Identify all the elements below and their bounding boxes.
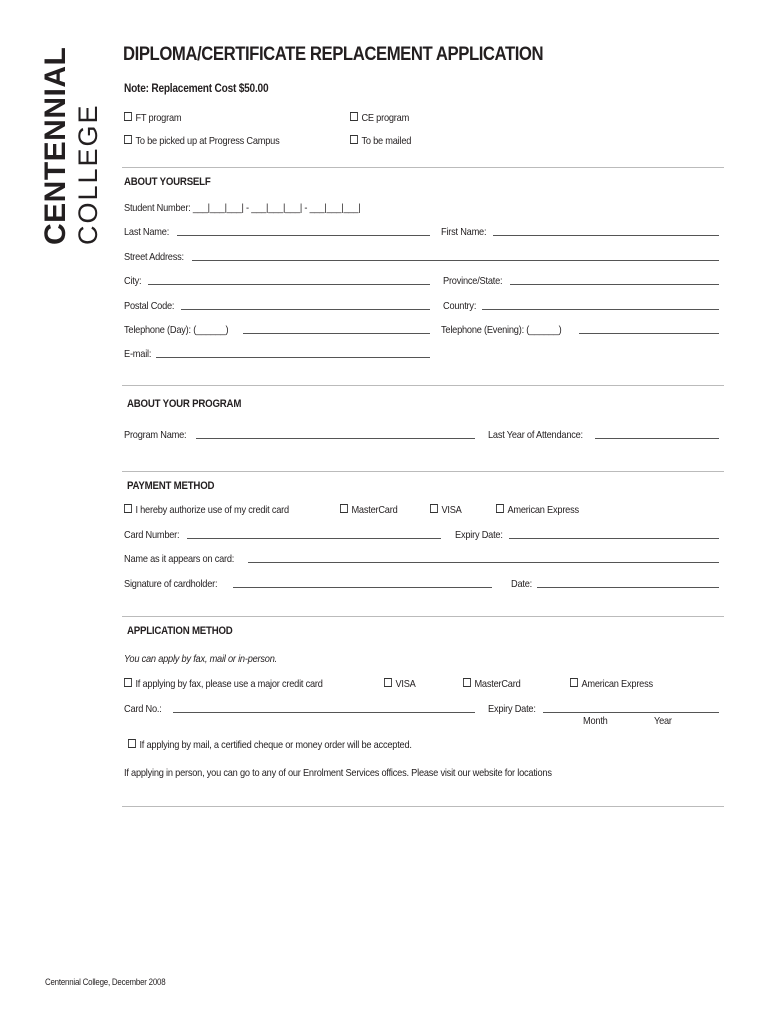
- checkbox-icon[interactable]: [124, 112, 132, 121]
- ce-label: CE program: [361, 112, 410, 124]
- mailed-checkbox[interactable]: [350, 135, 411, 148]
- app-visa-checkbox[interactable]: [384, 678, 416, 691]
- pickup-label: To be picked up at Progress Campus: [135, 135, 280, 147]
- mailed-label: To be mailed: [361, 135, 412, 147]
- mastercard-checkbox[interactable]: [340, 504, 398, 517]
- last-name-field[interactable]: [177, 235, 430, 236]
- mastercard-label: MasterCard: [351, 504, 398, 516]
- checkbox-icon[interactable]: [124, 135, 132, 144]
- divider: [122, 167, 724, 168]
- checkbox-icon[interactable]: [430, 504, 438, 513]
- authorize-checkbox[interactable]: [124, 504, 289, 517]
- app-expiry-field[interactable]: [543, 712, 719, 713]
- divider: [122, 385, 724, 386]
- section-heading-application: APPLICATION METHOD: [127, 625, 233, 637]
- city-field[interactable]: [148, 284, 430, 285]
- fax-label: If applying by fax, please use a major credit card: [135, 678, 323, 690]
- amex-label: American Express: [507, 504, 579, 516]
- divider: [122, 616, 724, 617]
- first-name-field[interactable]: [493, 235, 719, 236]
- section-heading-payment: PAYMENT METHOD: [127, 480, 215, 492]
- date-label: Date:: [511, 578, 532, 590]
- email-label: E-mail:: [124, 348, 152, 360]
- tel-day-field[interactable]: [243, 333, 430, 334]
- tel-evening-field[interactable]: [579, 333, 719, 334]
- signature-field[interactable]: [233, 587, 492, 588]
- in-person-text: If applying in person, you can go to any of our Enrolment Services offices. Please visit our website for locations: [124, 767, 552, 779]
- fax-checkbox[interactable]: [124, 678, 323, 691]
- app-amex-label: American Express: [581, 678, 653, 690]
- ce-program-checkbox[interactable]: [350, 112, 409, 125]
- amex-checkbox[interactable]: [496, 504, 579, 517]
- logo-college: COLLEGE: [73, 103, 103, 245]
- visa-checkbox[interactable]: [430, 504, 462, 517]
- pickup-checkbox[interactable]: [124, 135, 279, 148]
- last-year-field[interactable]: [595, 438, 719, 439]
- divider: [122, 806, 724, 807]
- city-label: City:: [124, 275, 142, 287]
- mail-checkbox[interactable]: [128, 739, 412, 752]
- visa-label: VISA: [441, 504, 462, 516]
- page-title: DIPLOMA/CERTIFICATE REPLACEMENT APPLICATION: [123, 44, 544, 65]
- program-name-field[interactable]: [196, 438, 475, 439]
- card-no-label: Card No.:: [124, 703, 162, 715]
- street-field[interactable]: [192, 260, 719, 261]
- app-mastercard-label: MasterCard: [474, 678, 521, 690]
- section-heading-about-program: ABOUT YOUR PROGRAM: [127, 398, 242, 410]
- street-label: Street Address:: [124, 251, 184, 263]
- card-number-field[interactable]: [187, 538, 441, 539]
- card-no-field[interactable]: [173, 712, 475, 713]
- checkbox-icon[interactable]: [350, 135, 358, 144]
- postal-field[interactable]: [181, 309, 430, 310]
- year-label: Year: [654, 715, 672, 727]
- checkbox-icon[interactable]: [384, 678, 392, 687]
- checkbox-icon[interactable]: [350, 112, 358, 121]
- checkbox-icon[interactable]: [463, 678, 471, 687]
- checkbox-icon[interactable]: [124, 504, 132, 513]
- name-on-card-field[interactable]: [248, 562, 719, 563]
- replacement-cost-note: Note: Replacement Cost $50.00: [124, 83, 269, 95]
- signature-label: Signature of cardholder:: [124, 578, 218, 590]
- expiry-label: Expiry Date:: [455, 529, 503, 541]
- mail-label: If applying by mail, a certified cheque or money order will be accepted.: [139, 739, 412, 751]
- app-expiry-label: Expiry Date:: [488, 703, 536, 715]
- college-logo: [40, 40, 110, 245]
- province-field[interactable]: [510, 284, 719, 285]
- checkbox-icon[interactable]: [570, 678, 578, 687]
- postal-label: Postal Code:: [124, 300, 175, 312]
- country-label: Country:: [443, 300, 477, 312]
- application-intro: You can apply by fax, mail or in-person.: [124, 653, 277, 665]
- tel-day-label: Telephone (Day): (______): [124, 324, 229, 336]
- expiry-field[interactable]: [509, 538, 719, 539]
- country-field[interactable]: [482, 309, 719, 310]
- app-mastercard-checkbox[interactable]: [463, 678, 521, 691]
- divider: [122, 471, 724, 472]
- card-number-label: Card Number:: [124, 529, 180, 541]
- ft-program-checkbox[interactable]: [124, 112, 181, 125]
- name-on-card-label: Name as it appears on card:: [124, 553, 235, 565]
- tel-evening-label: Telephone (Evening): (______): [441, 324, 562, 336]
- last-name-label: Last Name:: [124, 226, 170, 238]
- section-heading-about-yourself: ABOUT YOURSELF: [124, 176, 211, 188]
- email-field[interactable]: [156, 357, 430, 358]
- first-name-label: First Name:: [441, 226, 487, 238]
- province-label: Province/State:: [443, 275, 503, 287]
- app-visa-label: VISA: [395, 678, 416, 690]
- date-field[interactable]: [537, 587, 719, 588]
- ft-label: FT program: [135, 112, 182, 124]
- checkbox-icon[interactable]: [128, 739, 136, 748]
- footer: Centennial College, December 2008: [45, 977, 166, 987]
- app-amex-checkbox[interactable]: [570, 678, 653, 691]
- student-number-field[interactable]: Student Number: ___|___|___| - ___|___|___| - ___|___|___|: [124, 202, 361, 214]
- logo-centennial: CENTENNIAL: [39, 46, 72, 245]
- authorize-label: I hereby authorize use of my credit card: [135, 504, 289, 516]
- program-name-label: Program Name:: [124, 429, 187, 441]
- checkbox-icon[interactable]: [496, 504, 504, 513]
- last-year-label: Last Year of Attendance:: [488, 429, 583, 441]
- checkbox-icon[interactable]: [124, 678, 132, 687]
- checkbox-icon[interactable]: [340, 504, 348, 513]
- month-label: Month: [583, 715, 608, 727]
